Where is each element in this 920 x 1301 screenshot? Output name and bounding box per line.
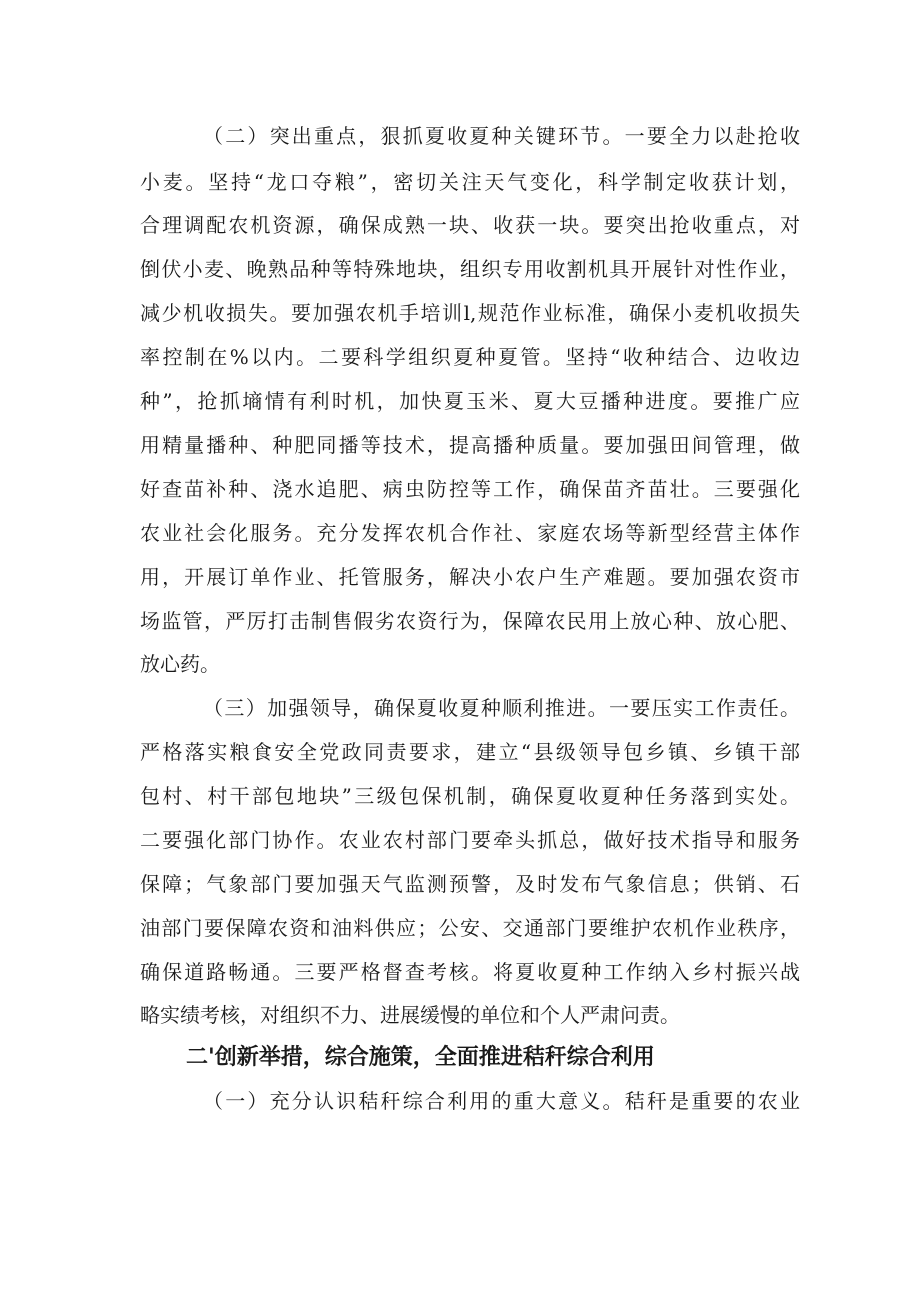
paragraph-line: （一）充分认识秸秆综合利用的重大意义。秸秆是重要的农业 bbox=[203, 1089, 800, 1113]
paragraph-line: 略实绩考核，对组织不力、进展缓慢的单位和个人严肃问责。 bbox=[140, 1003, 680, 1027]
paragraph-line: 率控制在%以内。二要科学组织夏种夏管。坚持“收种结合、边收边 bbox=[140, 345, 800, 369]
paragraph-line: 用精量播种、种肥同播等技术，提高播种质量。要加强田间管理，做 bbox=[140, 433, 800, 457]
paragraph-line: （二）突出重点，狠抓夏收夏种关键环节。一要全力以赴抢收 bbox=[203, 124, 800, 148]
paragraph-line: 小麦。坚持“龙口夺粮”，密切关注天气变化，科学制定收获计划， bbox=[140, 170, 800, 194]
paragraph-line: 倒伏小麦、晚熟品种等特殊地块，组织专用收割机具开展针对性作业， bbox=[140, 257, 800, 281]
paragraph-line: 用，开展订单作业、托管服务，解决小农户生产难题。要加强农资市 bbox=[140, 565, 800, 589]
paragraph-line: 包村、村干部包地块”三级包保机制，确保夏收夏种任务落到实处。 bbox=[140, 784, 800, 808]
section-heading: 二'创新举措，综合施策，全面推进秸秆综合利用 bbox=[186, 1045, 655, 1070]
paragraph-line: 油部门要保障农资和油料供应；公安、交通部门要维护农机作业秩序， bbox=[140, 916, 800, 940]
paragraph-line: 二要强化部门协作。农业农村部门要牵头抓总，做好技术指导和服务 bbox=[140, 828, 800, 852]
paragraph-line: 减少机收损失。要加强农机手培训l,规范作业标准，确保小麦机收损失 bbox=[140, 301, 800, 325]
paragraph-line: 放心药。 bbox=[140, 652, 220, 676]
paragraph-line: 确保道路畅通。三要严格督查考核。将夏收夏种工作纳入乡村振兴战 bbox=[140, 960, 800, 984]
paragraph-line: 农业社会化服务。充分发挥农机合作社、家庭农场等新型经营主体作 bbox=[140, 521, 800, 545]
paragraph-line: 好查苗补种、浇水追肥、病虫防控等工作，确保苗齐苗壮。三要强化 bbox=[140, 477, 800, 501]
paragraph-line: 场监管，严厉打击制售假劣农资行为，保障农民用上放心种、放心肥、 bbox=[140, 609, 800, 633]
paragraph-line: 合理调配农机资源，确保成熟一块、收获一块。要突出抢收重点，对 bbox=[140, 213, 800, 237]
paragraph-line: （三）加强领导，确保夏收夏种顺利推进。一要压实工作责任。 bbox=[203, 696, 800, 720]
paragraph-line: 保障；气象部门要加强天气监测预警，及时发布气象信息；供销、石 bbox=[140, 872, 800, 896]
paragraph-line: 种”，抢抓墒情有利时机，加快夏玉米、夏大豆播种进度。要推广应 bbox=[140, 389, 800, 413]
paragraph-line: 严格落实粮食安全党政同责要求，建立“县级领导包乡镇、乡镇干部 bbox=[140, 740, 800, 764]
